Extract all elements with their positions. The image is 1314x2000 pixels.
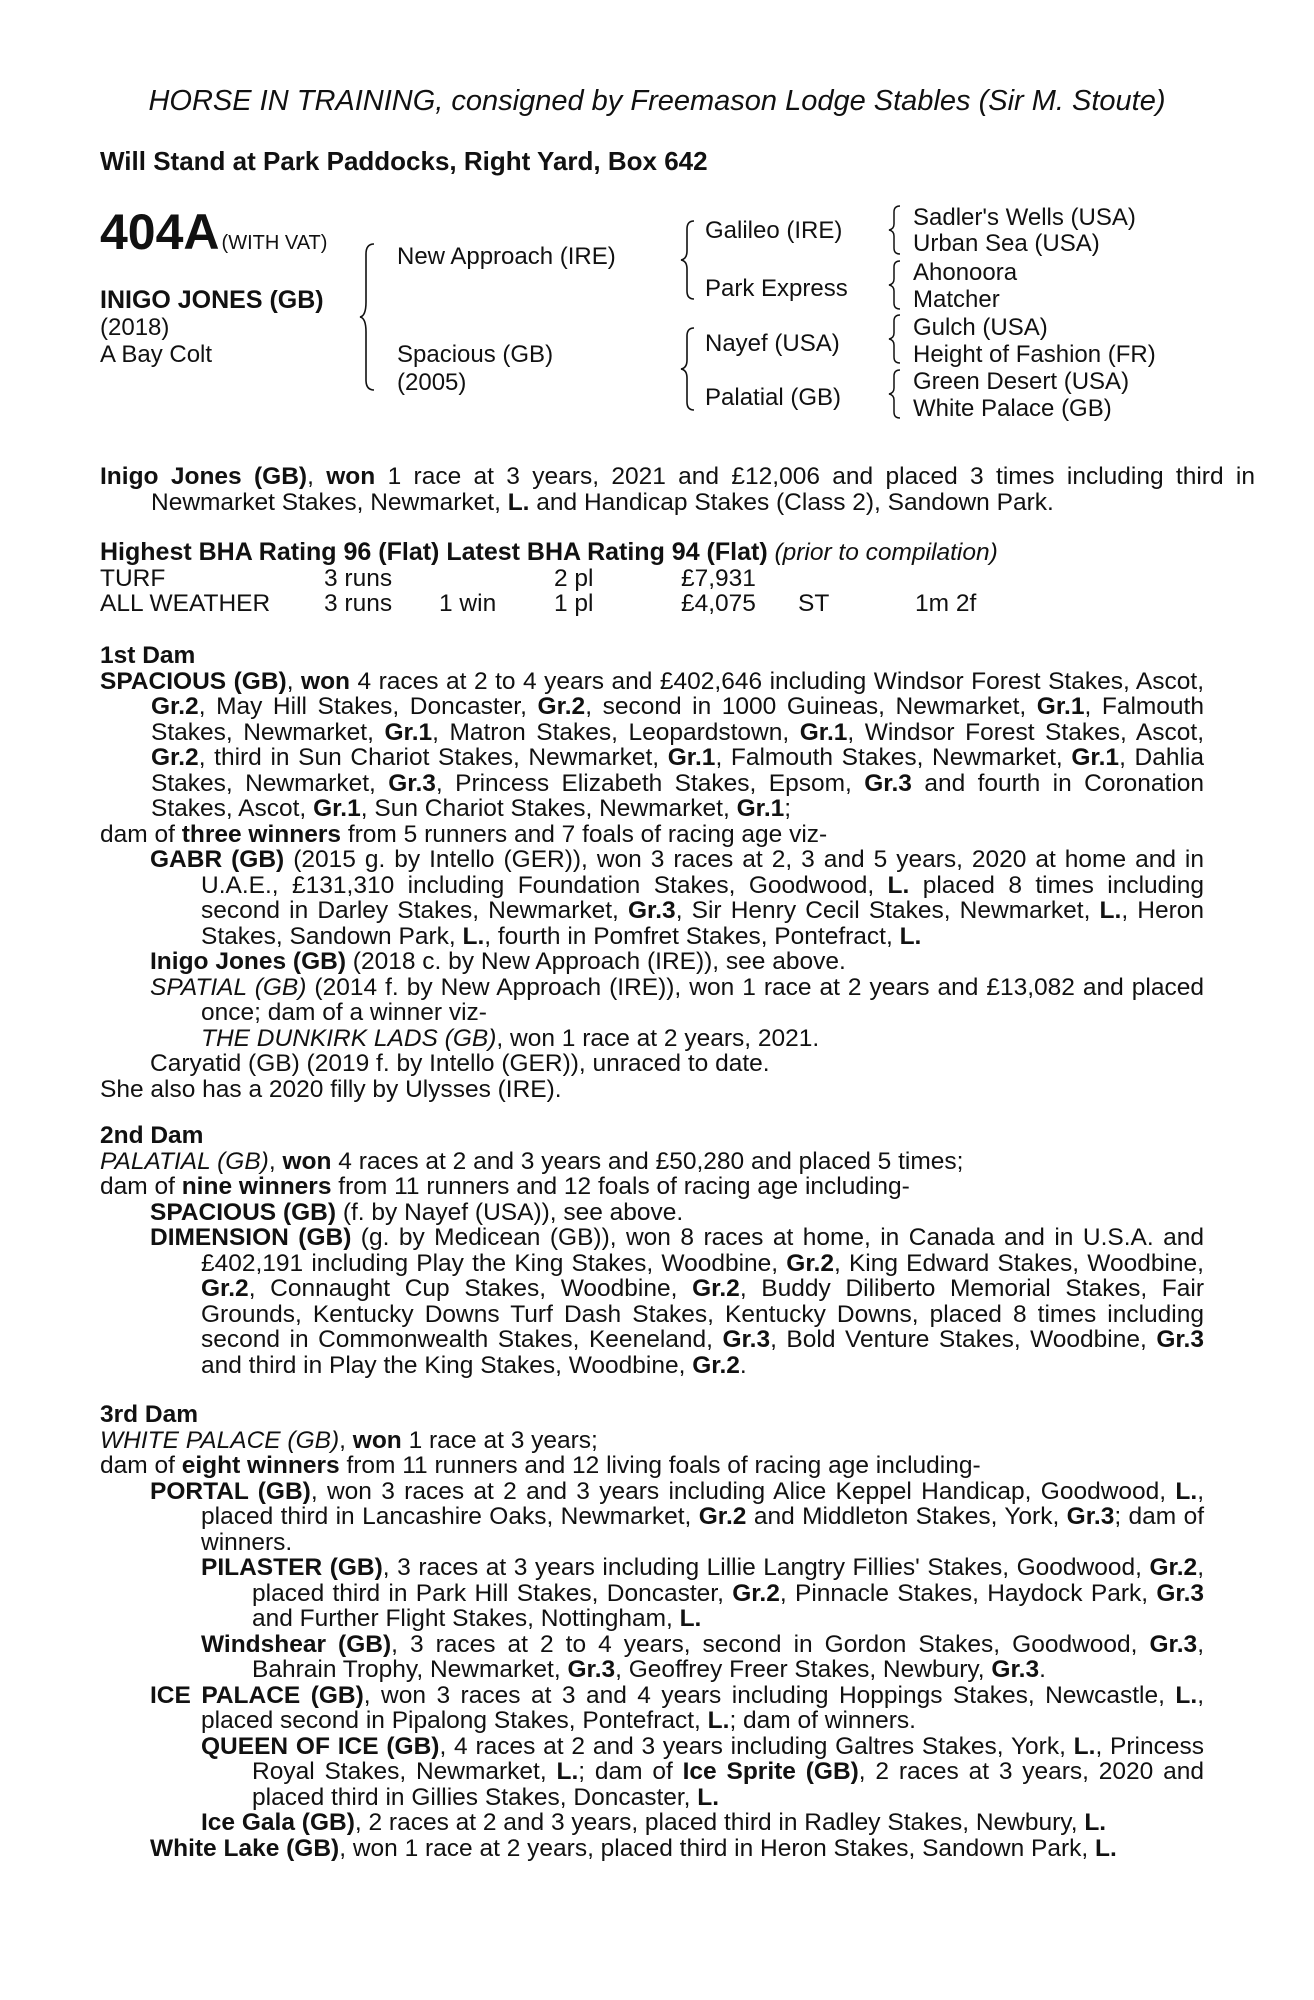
text-run: , 3 races at 3 years including Lillie Langtry Fillies' Stakes, Goodwood, — [382, 1554, 1150, 1581]
text-run: 4 races at 2 to 4 years and £402,646 including Windsor Forest Stakes, Ascot, — [350, 667, 1204, 695]
text-run: L. — [1073, 1732, 1096, 1760]
text-run: and Middleton Stakes, York, — [746, 1503, 1067, 1530]
text-run: PALATIAL (GB) — [100, 1147, 269, 1175]
text-run: , King Edward Stakes, Woodbine, — [833, 1249, 1204, 1277]
third-dam-heading: 3rd Dam — [100, 1401, 199, 1428]
text-run: Gr.2 — [732, 1579, 780, 1607]
placed: 1 pl — [554, 590, 594, 617]
text-run: dam of — [100, 820, 182, 848]
text-run: , Falmouth Stakes, Newmarket, — [715, 744, 1072, 771]
text-run: three winners — [181, 820, 342, 848]
text-run: , fourth in Pomfret Stakes, Pontefract, — [484, 922, 900, 950]
pedigree-bracket-dam — [680, 326, 698, 412]
text-run: won — [282, 1147, 332, 1175]
text-run: Gr.3 — [991, 1656, 1040, 1683]
text-run: Gr.1 — [313, 795, 361, 822]
text-run: Gr.1 — [799, 718, 848, 746]
text-run: won — [352, 1426, 402, 1454]
text-run: 1 race at 3 years; — [401, 1426, 598, 1454]
distance — [915, 566, 976, 592]
text-run: SPATIAL (GB) — [150, 973, 307, 1001]
text-run: , Bold Venture Stakes, Woodbine, — [770, 1326, 1157, 1353]
text-run: Gr.3 — [722, 1326, 771, 1353]
pedigree-bracket-g4 — [888, 368, 904, 420]
text-run: PILASTER (GB) — [201, 1554, 383, 1581]
text-run: Gr.2 — [698, 1503, 747, 1530]
text-run: Gr.2 — [786, 1249, 834, 1277]
surface: ALL WEATHER — [100, 590, 271, 617]
horse-description: A Bay Colt — [100, 341, 213, 368]
race-summary: Inigo Jones (GB), won 1 race at 3 years, 2021 and £12,006 and placed 3 times including third in Newmarket Stakes, Newmarket, L. and Handicap Stakes (Class 2), Sandown Park. — [100, 463, 1256, 516]
text-run: from 11 runners and 12 foals of racing age including- — [331, 1173, 910, 1200]
text-run: (2018 c. by New Approach (IRE)), see above. — [346, 948, 846, 975]
second-dam-heading: 2nd Dam — [100, 1122, 204, 1149]
text-run: ICE PALACE (GB) — [150, 1681, 364, 1709]
text-run: , won 3 races at 3 and 4 years including Hoppings Stakes, Newcastle, — [363, 1681, 1176, 1709]
text-run: , Heron Stakes, Sandown Park, — [201, 897, 1204, 950]
pedigree-sire-dam: Park Express — [705, 275, 848, 302]
text-run: (2014 f. by New Approach (IRE)), won 1 race at 2 years and £13,082 and placed once; dam of a winner viz- — [201, 973, 1204, 1026]
surface: TURF — [100, 564, 166, 592]
text-run: (2015 g. by Intello (GER)), won 3 races at 2, 3 and 5 years, 2020 at home and in U.A.E., £131,310 including Foundation Stakes, Goodwood, — [201, 846, 1204, 899]
produce-ice-palace — [100, 1683, 1204, 1734]
text-run: , Princess Royal Stakes, Newmarket, — [252, 1732, 1204, 1785]
pedigree-sire: New Approach (IRE) — [397, 243, 616, 270]
text-run: and third in Play the King Stakes, Woodbine, — [201, 1351, 693, 1379]
ratings-section — [100, 540, 1204, 617]
text-run: Gr.1 — [736, 795, 785, 822]
wins — [439, 566, 554, 592]
produce-queen-of-ice — [100, 1734, 1204, 1811]
text-run: Gr.2 — [151, 744, 199, 771]
text-run: dam of — [100, 1452, 182, 1479]
ratings-table — [100, 566, 976, 617]
text-run: , Bahrain Trophy, Newmarket, — [252, 1630, 1204, 1683]
text-run: QUEEN OF ICE (GB) — [201, 1732, 440, 1760]
wins: 1 win — [439, 590, 497, 617]
text-run: ; dam of — [578, 1758, 683, 1785]
third-dam-produce-summary — [100, 1453, 1204, 1479]
text-run: THE DUNKIRK LADS (GB) — [201, 1024, 497, 1052]
second-dam-record: PALATIAL (GB), won 4 races at 2 and 3 years and £50,280 and placed 5 times; — [100, 1147, 964, 1175]
produce-gabr — [100, 847, 1204, 949]
pedigree-dam-year: (2005) — [397, 369, 467, 396]
ratings-row — [100, 591, 976, 617]
text-run: , Connaught Cup Stakes, Woodbine, — [248, 1275, 693, 1302]
text-run: Gr.1 — [1071, 744, 1120, 771]
text-run: ; — [784, 795, 792, 822]
text-run: WHITE PALACE (GB) — [100, 1426, 340, 1454]
text-run: , Matron Stakes, Leopardstown, — [432, 718, 800, 746]
pedigree-g3-7: Green Desert (USA) — [913, 368, 1130, 395]
text-run: , Pinnacle Stakes, Haydock Park, — [779, 1579, 1157, 1607]
text-run: L. — [899, 922, 922, 950]
text-run: Gr.3 — [1149, 1630, 1198, 1658]
consignment-title: HORSE IN TRAINING, consigned by Freemason Lodge Stables (Sir M. Stoute) — [148, 85, 1166, 117]
text-run: Gr.2 — [151, 693, 199, 720]
first-dam-name: SPACIOUS (GB) — [100, 667, 287, 695]
text-run: , Sir Henry Cecil Stakes, Newmarket, — [675, 897, 1100, 924]
second-dam-produce-summary — [100, 1174, 1204, 1200]
horse-name: INIGO JONES (GB) — [100, 286, 324, 314]
produce-portal — [100, 1479, 1204, 1556]
best — [798, 566, 915, 592]
ratings-note: (prior to compilation) — [774, 539, 998, 566]
text-run: L. — [462, 922, 485, 950]
ratings-heading: Highest BHA Rating 96 (Flat) Latest BHA Rating 94 (Flat) — [100, 538, 768, 566]
summary-text: 1 race at 3 years, 2021 and £12,006 and placed 3 times including third in Newmarket Stakes, Newmarket, — [151, 463, 1256, 516]
text-run: , 2 races at 3 years, 2020 and placed third in Gillies Stakes, Doncaster, — [252, 1758, 1204, 1811]
third-dam-section — [100, 1402, 1204, 1861]
text-run: 404A — [100, 204, 220, 260]
text-run: L. — [556, 1758, 579, 1785]
text-run: , second in 1000 Guineas, Newmarket, — [585, 693, 1037, 720]
second-dam-section — [100, 1123, 1204, 1378]
pedigree-dam: Spacious (GB) — [397, 341, 554, 368]
text-run: Gr.1 — [1036, 693, 1085, 720]
text-run: L. — [1095, 1834, 1117, 1862]
pedigree-bracket-main — [360, 242, 380, 392]
ratings-row — [100, 566, 976, 592]
text-run: and Further Flight Stakes, Nottingham, — [252, 1605, 680, 1632]
text-run: ; dam of winners. — [201, 1503, 1205, 1556]
text-run: GABR (GB) — [150, 846, 285, 873]
text-run: Gr.3 — [1066, 1503, 1115, 1530]
pedigree-bracket-sire — [680, 219, 698, 301]
text-run: Gr.3 — [1156, 1579, 1205, 1607]
text-run: Gr.1 — [667, 744, 716, 771]
text-run: placed 8 times including second in Darley Stakes, Newmarket, — [201, 871, 1205, 924]
text-run: L. — [679, 1605, 702, 1632]
text-run: , 4 races at 2 and 3 years including Galtres Stakes, York, — [439, 1732, 1074, 1760]
text-run: L. — [1084, 1809, 1107, 1836]
text-run: , placed third in Park Hill Stakes, Doncaster, — [252, 1554, 1204, 1607]
pedigree-bracket-g2 — [888, 259, 904, 311]
text-run: White Lake (GB) — [150, 1834, 340, 1862]
text-run: , Dahlia Stakes, Newmarket, — [151, 744, 1204, 797]
pedigree-dam-sire: Nayef (USA) — [705, 330, 840, 357]
pedigree-g3-3: Ahonoora — [913, 259, 1018, 286]
text-run: Gr.2 — [692, 1351, 740, 1379]
best: ST — [798, 590, 830, 617]
produce-dimension — [100, 1225, 1204, 1378]
third-dam-record: WHITE PALACE (GB), won 1 race at 3 years; — [100, 1426, 598, 1454]
pedigree-g3-2: Urban Sea (USA) — [913, 230, 1100, 257]
first-dam-produce-summary — [100, 822, 1204, 848]
pedigree-g3-5: Gulch (USA) — [913, 314, 1048, 341]
text-run: L. — [707, 1707, 730, 1734]
text-run: L. — [1175, 1477, 1198, 1505]
text-run: and fourth in Coronation Stakes, Ascot, — [151, 769, 1205, 822]
first-dam-won: won — [301, 667, 351, 695]
text-run: Ice Gala (GB) — [201, 1809, 355, 1836]
first-dam-record: SPACIOUS (GB), won 4 races at 2 to 4 years and £402,646 including Windsor Forest Stakes, Ascot, Gr.2, May Hill Stakes, Doncaster, Gr.2, second in 1000 Guineas, Newmarket, Gr.1, Falmouth Stakes, Newmarket, Gr.1, Matron Stakes, Leopardstown, Gr.1, Windsor Forest Stakes, Ascot, Gr.2, third in Sun Chariot Stakes, Newmarket, Gr.1, Falmouth Stakes, Newmarket, Gr.1, Dahlia Stakes, Newmarket, Gr.3, Princess Elizabeth Stakes, Epsom, Gr.3 and fourth in Coronation Stakes, Ascot, Gr.1, Sun Chariot Stakes, Newmarket, Gr.1; — [100, 667, 1205, 822]
distance: 1m 2f — [915, 590, 977, 617]
text-run: Windshear (GB) — [201, 1630, 392, 1658]
pedigree-g3-4: Matcher — [913, 286, 1000, 313]
text-run: Gr.3 — [1156, 1326, 1204, 1353]
produce-windshear — [100, 1632, 1204, 1683]
text-run: , May Hill Stakes, Doncaster, — [198, 693, 538, 720]
text-run: from 11 runners and 12 living foals of racing age including- — [339, 1452, 981, 1479]
summary-text-2: and Handicap Stakes (Class 2), Sandown Park. — [529, 488, 1054, 516]
pedigree-bracket-g3 — [888, 313, 904, 365]
text-run: , 3 races at 2 to 4 years, second in Gordon Stakes, Goodwood, — [391, 1630, 1150, 1658]
text-run: , 2 races at 2 and 3 years, placed third in Radley Stakes, Newbury, — [354, 1809, 1085, 1836]
pedigree-sire-sire: Galileo (IRE) — [705, 217, 843, 244]
text-run: , Sun Chariot Stakes, Newmarket, — [360, 795, 737, 822]
produce-ice-gala — [100, 1810, 1204, 1836]
text-run: Gr.3 — [864, 769, 912, 797]
pedigree-g3-1: Sadler's Wells (USA) — [913, 204, 1136, 231]
text-run: , third in Sun Chariot Stakes, Newmarket, — [198, 744, 668, 771]
text-run: , placed second in Pipalong Stakes, Pontefract, — [201, 1681, 1204, 1734]
pedigree-dam-dam: Palatial (GB) — [705, 384, 842, 411]
produce-dunkirk-lads — [100, 1026, 1204, 1052]
text-run: 4 races at 2 and 3 years and £50,280 and placed 5 times; — [331, 1147, 964, 1175]
produce-note: She also has a 2020 filly by Ulysses (IRE). — [100, 1075, 562, 1103]
text-run: Gr.2 — [537, 693, 586, 720]
runs: 3 runs — [324, 590, 393, 617]
text-run: , won 1 race at 2 years, 2021. — [496, 1024, 820, 1052]
text-run: nine winners — [181, 1173, 332, 1200]
text-run: (f. by Nayef (USA)), see above. — [336, 1198, 684, 1226]
text-run: , Buddy Diliberto Memorial Stakes, Fair Grounds, Kentucky Downs Turf Dash Stakes, Kentucky Downs, placed 8 times including second in Commonwealth Stakes, Keeneland, — [201, 1275, 1204, 1353]
text-run: , Princess Elizabeth Stakes, Epsom, — [435, 769, 865, 797]
lot-number — [100, 204, 327, 271]
text-run: Gr.2 — [1149, 1554, 1198, 1581]
text-run: DIMENSION (GB) — [150, 1224, 352, 1251]
earnings: £7,931 — [681, 564, 756, 592]
text-run: L. — [697, 1783, 720, 1811]
placed: 2 pl — [554, 564, 594, 592]
text-run: , Falmouth Stakes, Newmarket, — [151, 693, 1204, 746]
text-run: Gr.3 — [567, 1656, 616, 1683]
text-run: Gr.2 — [692, 1275, 740, 1302]
text-run: (g. by Medicean (GB)), won 8 races at home, in Canada and in U.S.A. and £402,191 including Play the King Stakes, Woodbine, — [201, 1224, 1204, 1277]
text-run: L. — [887, 871, 910, 899]
produce-spacious — [100, 1200, 1204, 1226]
text-run: . — [739, 1351, 747, 1379]
horse-year: (2018) — [100, 314, 170, 341]
text-run: eight winners — [181, 1452, 340, 1479]
text-run: PORTAL (GB) — [150, 1477, 311, 1505]
earnings: £4,075 — [681, 590, 756, 617]
produce-spatial — [100, 975, 1204, 1026]
text-run: L. — [1175, 1681, 1198, 1709]
pedigree-g3-6: Height of Fashion (FR) — [913, 341, 1156, 368]
text-run: ; dam of winners. — [729, 1707, 916, 1734]
produce-pilaster — [100, 1555, 1204, 1632]
summary-won: won — [326, 463, 376, 490]
text-run: L. — [1099, 897, 1122, 924]
text-run: SPACIOUS (GB) — [150, 1198, 337, 1226]
first-dam-section — [100, 643, 1204, 1102]
text-run: from 5 runners and 7 foals of racing age viz- — [341, 820, 828, 848]
text-run: Inigo Jones (GB) — [150, 948, 346, 975]
pedigree-g3-8: White Palace (GB) — [913, 395, 1112, 422]
text-run: Gr.3 — [388, 769, 436, 797]
text-run: Gr.1 — [384, 718, 433, 746]
runs: 3 runs — [324, 564, 393, 592]
text-run: . — [1039, 1656, 1046, 1683]
summary-horse-name: Inigo Jones (GB) — [100, 463, 308, 490]
text-run: Gr.3 — [628, 897, 676, 924]
text-run: , placed third in Lancashire Oaks, Newmarket, — [201, 1477, 1204, 1530]
text-run: , Geoffrey Freer Stakes, Newbury, — [615, 1656, 992, 1683]
vat-note: (WITH VAT) — [221, 232, 328, 254]
text-run: Gr.2 — [201, 1275, 249, 1302]
text-run: , Windsor Forest Stakes, Ascot, — [847, 718, 1205, 746]
pedigree-bracket-g1 — [888, 204, 904, 256]
text-run: dam of — [100, 1173, 182, 1200]
text-run: Ice Sprite (GB) — [682, 1758, 859, 1785]
first-dam-heading: 1st Dam — [100, 642, 196, 669]
summary-listed: L. — [507, 488, 530, 516]
text-run: , won 3 races at 2 and 3 years including Alice Keppel Handicap, Goodwood, — [310, 1477, 1176, 1505]
produce-inigo-jones — [100, 949, 1204, 975]
produce-white-lake — [100, 1836, 1204, 1862]
produce-caryatid: Caryatid (GB) (2019 f. by Intello (GER)), unraced to date. — [150, 1050, 770, 1077]
text-run: , won 1 race at 2 years, placed third in Heron Stakes, Sandown Park, — [339, 1834, 1096, 1862]
stand-location: Will Stand at Park Paddocks, Right Yard, Box 642 — [100, 146, 708, 176]
